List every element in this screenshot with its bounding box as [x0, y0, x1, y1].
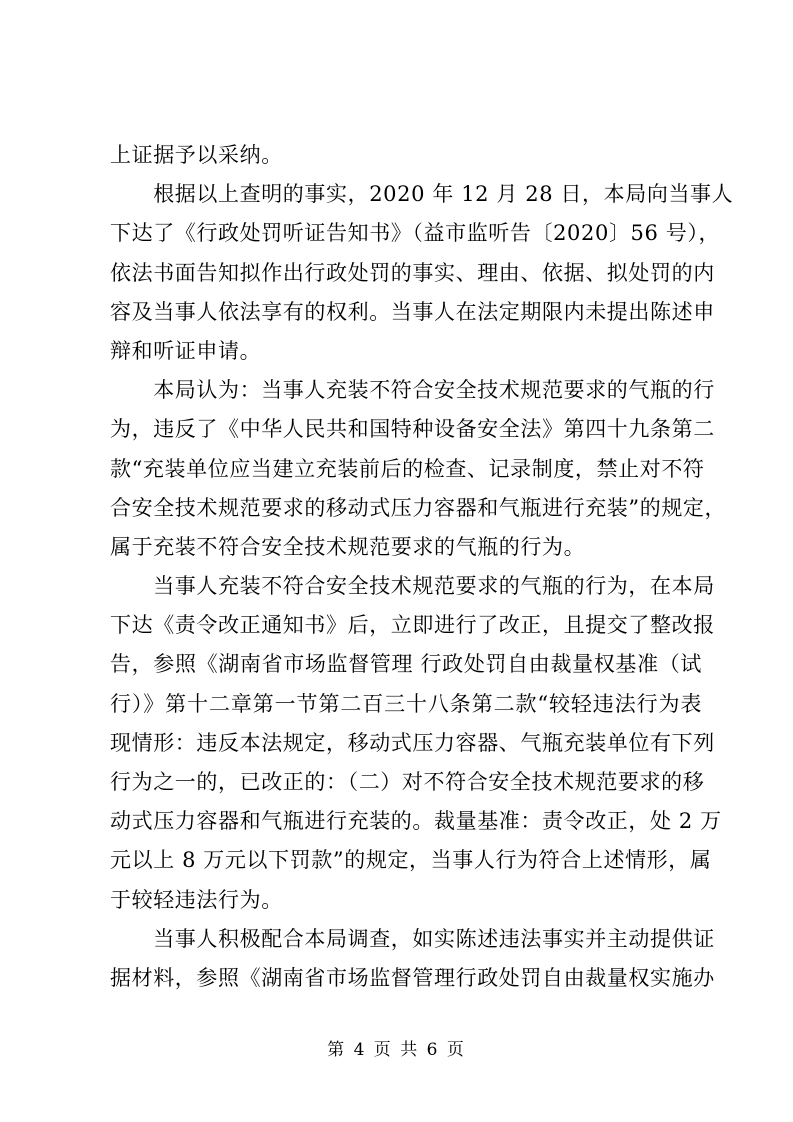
text-line: 合安全技术规范要求的移动式压力容器和气瓶进行充装”的规定，: [110, 495, 727, 520]
text-line: 辩和听证申请。: [110, 338, 262, 363]
text-line: 现情形：违反本法规定，移动式压力容器、气瓶充装单位有下列: [110, 730, 715, 755]
text-line: 上证据予以采纳。: [110, 143, 283, 167]
text-line: 本局认为：当事人充装不符合安全技术规范要求的气瓶的行: [110, 378, 715, 403]
text-line: 属于充装不符合安全技术规范要求的气瓶的行为。: [110, 534, 586, 559]
text-line: 元以上 8 万元以下罚款”的规定，当事人行为符合上述情形，属: [110, 848, 712, 873]
text-line: 款“充装单位应当建立充装前后的检查、记录制度，禁止对不符: [110, 456, 705, 481]
text-line: 动式压力容器和气瓶进行充装的。裁量基准：责令改正，处 2 万: [110, 809, 722, 834]
page-number-footer: 第 4 页 共 6 页: [327, 1040, 466, 1060]
text-line: 下达《责令改正通知书》后，立即进行了改正，且提交了整改报: [110, 613, 715, 638]
text-line: 下达了《行政处罚听证告知书》（益市监听告〔2020〕56 号），: [110, 221, 721, 246]
text-line: 容及当事人依法享有的权利。当事人在法定期限内未提出陈述申: [110, 299, 715, 324]
text-line: 当事人积极配合本局调查，如实陈述违法事实并主动提供证: [110, 926, 715, 951]
text-line: 根据以上查明的事实，2020 年 12 月 28 日，本局向当事人: [110, 182, 734, 207]
text-line: 行为之一的，已改正的：（二）对不符合安全技术规范要求的移: [110, 770, 705, 794]
text-line: 为，违反了《中华人民共和国特种设备安全法》第四十九条第二: [110, 417, 715, 442]
text-line: 于较轻违法行为。: [110, 887, 283, 912]
text-line: 告，参照《湖南省市场监督管理 行政处罚自由裁量权基准（试: [110, 652, 702, 677]
text-line: 当事人充装不符合安全技术规范要求的气瓶的行为，在本局: [110, 574, 715, 599]
text-line: 据材料，参照《湖南省市场监督管理行政处罚自由裁量权实施办: [110, 965, 715, 990]
text-line: 行）》第十二章第一节第二百三十八条第二款“较轻违法行为表: [110, 691, 702, 716]
document-body: [110, 136, 734, 998]
text-line: 依法书面告知拟作出行政处罚的事实、理由、依据、拟处罚的内: [110, 260, 715, 285]
